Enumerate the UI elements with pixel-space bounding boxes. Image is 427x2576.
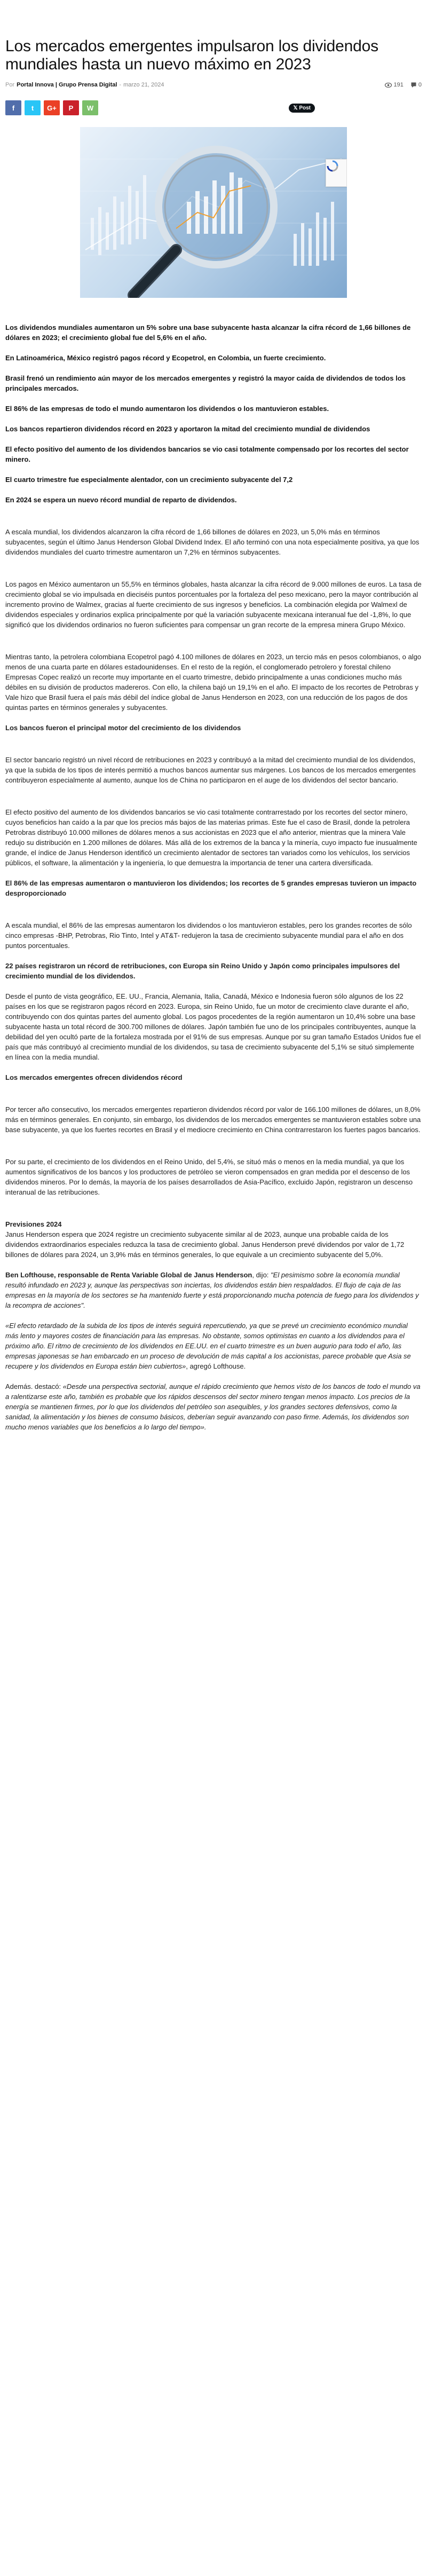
paragraph-5: El efecto positivo del aumento de los dividendos bancarios se vio casi totalmente contrarrestado por los recortes del sector minero, cuyos beneficios han caído a la par que los precios más bajos de las materias primas. Este fue el caso de Brasil, donde la petrolera Petrobras distribuyó 10.000 millones de dólares menos a sus accionistas en 2023 que el año anterior, mientras que la minera Vale redujo su distribución en 1.200 millones de dólares. Más allá de los extremos de la banca y la minería, cuyo impacto fue inusualmente grande, el índice de Janus Henderson identificó un crecimiento alentador de sectores tan variados como los vehículos, los servicios públicos, el software, la alimentación y la ingeniería, lo que demuestra la importancia de tener una cartera diversificada. bbox=[5, 808, 417, 867]
spacer bbox=[5, 567, 422, 579]
highlight-5: Los bancos repartieron dividendos récord en 2023 y aportaron la mitad del crecimiento mundial de dividendos bbox=[5, 425, 370, 433]
paragraph-3: Mientras tanto, la petrolera colombiana Ecopetrol pagó 4.100 millones de dólares en 2023, un tercio más en pesos colombianos, o algo menos de una cuarta parte en dólares estadounidenses. En el resto de la región, el conglomerado petrolero y forestal chileno Empresas Copec realizó un recorte muy importante en el cuarto trimestre, debido principalmente a unas condiciones mucho más débiles en su división de productos madereros. Con ello, la chilena bajó un 19,1% en el año. El impacto de los recortes de Petrobras y Vale hizo que Brasil fuera el país más débil del índice global de Janus Henderson en 2023, con una reducción de los pagos de dos quintas partes en términos generales y subyacentes. bbox=[5, 653, 422, 712]
quote-said: , dijo: bbox=[252, 1271, 269, 1279]
highlight-7: El cuarto trimestre fue especialmente alentador, con un crecimiento subyacente del 7,2 bbox=[5, 476, 293, 484]
article-meta bbox=[5, 80, 422, 90]
comment-icon bbox=[411, 82, 416, 88]
spacer bbox=[5, 515, 422, 527]
paragraph-1: A escala mundial, los dividendos alcanzaron la cifra récord de 1,66 billones de dólares en 2023, un 5,0% más en términos subyacentes, según el último Janus Henderson Global Dividend Index. El año terminó con una nota especialmente positiva, ya que los dividendos mundiales del cuarto trimestre aumentaron un 7,2% en términos subyacentes. bbox=[5, 528, 420, 556]
paragraph-4: El sector bancario registró un nivel récord de retribuciones en 2023 y contribuyó a la mitad del crecimiento mundial de los dividendos, ya que la subida de los tipos de interés permitió a muchos bancos aumentar sus márgenes. Los bancos de los mercados emergentes contribuyeron especialmente al aumento, aunque los de China no participaron en el auge de los dividendos del sector bancario. bbox=[5, 756, 416, 784]
highlight-6: El efecto positivo del aumento de los dividendos bancarios se vio casi totalmente compensado por los recortes del sector minero. bbox=[5, 445, 409, 463]
spacer bbox=[5, 1207, 422, 1219]
article-body bbox=[5, 322, 422, 1432]
publish-date: marzo 21, 2024 bbox=[123, 82, 164, 88]
paragraph-7: Desde el punto de vista geográfico, EE. UU., Francia, Alemania, Italia, Canadá, México e Indonesia fueron sólo algunos de los 22 países en los que se registraron pagos récord en 2023. Europa, sin Reino Unido, fue un motor de crecimiento clave durante el año, contribuyendo con dos quintas partes del aumento global. Los pagos procedentes de la región aumentaron un 10,4% sobre una base subyacente hasta un total récord de 300.700 millones de dólares. Japón también fue uno de los principales contribuyentes, aunque la debilidad del yen ocultó parte de la fortaleza mostrada por el 91% de sus empresas. Aunque por su gran tamaño Estados Unidos fue el país que más contribuyó al crecimiento mundial de los dividendos, su tasa de crecimiento subyacente del 5,1% se situó simplemente en línea con la media mundial. bbox=[5, 992, 421, 1061]
heading-22-countries: 22 países registraron un récord de retribuciones, con Europa sin Reino Unido y Japón como principales impulsores del crecimiento mundial de los dividendos. bbox=[5, 962, 400, 980]
x-post-button[interactable]: 𝕏 Post bbox=[289, 104, 315, 113]
highlight-3: Brasil frenó un rendimiento aún mayor de los mercados emergentes y registró la mayor caída de dividendos de todos los principales mercados. bbox=[5, 374, 406, 392]
paragraph-2: Los pagos en México aumentaron un 55,5% en términos globales, hasta alcanzar la cifra récord de 9.000 millones de euros. La tasa de crecimiento global se vio impulsada en dieciséis puntos porcentuales por la fortaleza del peso mexicano, pero la mayor contribución al incremento provino de Walmex, gracias al fuerte crecimiento de sus ingresos y beneficios. La combinación elegida por Walmexl de dividendos especiales y ordinarios explica principalmente por qué la variación subyacente mexicana interanual fue del -1,8%, lo que significó que los dividendos ordinarios no fueron suficientes para compensar un gran recorte de la empresa minera Grupo México. bbox=[5, 580, 422, 629]
quote-2: «El efecto retardado de la subida de los tipos de interés seguirá repercutiendo, ya que se prevé un crecimiento económico mundial más lento y mayores costes de financiación para las empresas. No obstante, somos optimistas en cuanto a los dividendos para el próximo año. El ritmo de crecimiento de los dividendos en EE.UU. en el cuarto trimestre es un buen augurio para todo el año, las empresas japonesas se han embarcado en un proceso de devolución de más capital a los accionistas, parece probable que Asia se recupere y los dividendos en Europa están bien cubiertos» bbox=[5, 1322, 411, 1370]
paragraph-12 bbox=[5, 1321, 422, 1371]
paragraph-10: Janus Henderson espera que 2024 registre un crecimiento subyacente similar al de 2023, aunque una probable caída de los dividendos extraordinarios especiales reduzca la tasa de crecimiento global. Janus Henderson prevé dividendos por valor de 1,72 billones de dólares para 2024, un 3,9% más en términos generales, lo que equivale a un crecimiento subyacente del 5,0%. bbox=[5, 1230, 405, 1259]
twitter-icon: t bbox=[31, 104, 34, 112]
share-bar bbox=[5, 100, 422, 115]
quote-3-intro: Además. destacó: bbox=[5, 1382, 63, 1390]
quote-1: "El pesimismo sobre la economía mundial resultó infundado en 2023 y, aunque las perspectivas son inciertas, los dividendos están bien respaldados. El flujo de caja de las empresas en la mayoría de los sectores se ha mantenido fuerte y está proporcionando mucha potencia de fuego para los dividendos y la recompra de acciones". bbox=[5, 1271, 419, 1309]
comments-stat[interactable] bbox=[411, 82, 422, 88]
views-count: 191 bbox=[393, 82, 404, 88]
paragraph-6: A escala mundial, el 86% de las empresas aumentaron los dividendos o los mantuvieron estables, pero los grandes recortes de sólo cinco empresas -BHP, Petrobras, Rio Tinto, Intel y AT&T- redujeron la tasa de crecimiento subyacente mundial para el año en dos puntos porcentuales. bbox=[5, 921, 412, 950]
views-stat bbox=[385, 82, 404, 88]
author-link[interactable]: Portal Innova | Grupo Prensa Digital bbox=[17, 82, 117, 88]
highlight-8: En 2024 se espera un nuevo récord mundial de reparto de dividendos. bbox=[5, 496, 237, 504]
hero-image bbox=[80, 127, 347, 298]
quote-3: «Desde una perspectiva sectorial, aunque el rápido crecimiento que hemos visto de los bancos de todo el mundo va a ralentizarse este año, también es probable que los rápidos descensos del sector minero tengan menos impacto. Los precios de la energía se mantienen firmes, por lo que los dividendos del petróleo son asequibles, y los grandes sectores defensivos, como la sanidad, la alimentación y los bienes de consumo básicos, deberían seguir avanzando con paso firme. Además, los dividendos son mucho menos variables que los beneficios a lo largo del tiempo». bbox=[5, 1382, 421, 1431]
twitter-share-button[interactable] bbox=[25, 100, 41, 115]
spacer bbox=[5, 1145, 422, 1157]
whatsapp-share-button[interactable] bbox=[82, 100, 98, 115]
spacer bbox=[5, 795, 422, 807]
facebook-share-button[interactable] bbox=[5, 100, 21, 115]
paragraph-8: Por tercer año consecutivo, los mercados emergentes repartieron dividendos récord por valor de 166.100 millones de dólares, un 8,0% más en términos generales. En conjunto, sin embargo, los dividendos de los mercados emergentes se mantuvieron estables sobre una base subyacente, ya que los fuertes recortes en Brasil y el mediocre crecimiento en China contrarrestaron los fuertes pagos bancarios. bbox=[5, 1105, 421, 1134]
spacer bbox=[5, 743, 422, 755]
highlight-1: Los dividendos mundiales aumentaron un 5% sobre una base subyacente hasta alcanzar la cifra récord de 1,66 billones de dólares en 2023; el crecimiento global fue del 5,6% en el año. bbox=[5, 323, 411, 342]
meta-separator: - bbox=[119, 82, 122, 88]
paragraph-13 bbox=[5, 1381, 422, 1432]
recaptcha-badge[interactable] bbox=[326, 159, 347, 187]
heading-86-percent: El 86% de las empresas aumentaron o mantuvieron los dividendos; los recortes de 5 grandes empresas tuvieron un impacto desproporcionado bbox=[5, 879, 417, 897]
spacer bbox=[5, 1093, 422, 1104]
paragraph-11 bbox=[5, 1270, 422, 1310]
recaptcha-icon bbox=[326, 160, 339, 172]
quote-speaker: Ben Lofthouse, responsable de Renta Variable Global de Janus Henderson bbox=[5, 1271, 252, 1279]
quote-2-attribution: , agregó Lofthouse. bbox=[186, 1362, 246, 1370]
google-plus-icon: G+ bbox=[47, 104, 57, 112]
comments-count: 0 bbox=[418, 82, 422, 88]
paragraph-9: Por su parte, el crecimiento de los dividendos en el Reino Unido, del 5,4%, se situó más o menos en la media mundial, ya que los aumentos significativos de los bancos y los productores de petróleo se vieron compensados en gran medida por el descenso de los dividendos mineros. Por lo demás, la mayoría de los países desarrollados de Asia-Pacífico, excluido Japón, registraron un descenso interanual de las retribuciones. bbox=[5, 1158, 413, 1196]
article-title: Los mercados emergentes impulsaron los dividendos mundiales hasta un nuevo máximo en 2023 bbox=[5, 37, 378, 73]
by-label: Por bbox=[5, 82, 15, 88]
heading-forecast-2024: Previsiones 2024 bbox=[5, 1220, 62, 1228]
highlight-4: El 86% de las empresas de todo el mundo aumentaron los dividendos o los mantuvieron estables. bbox=[5, 405, 329, 413]
eye-icon bbox=[385, 83, 392, 88]
heading-banks: Los bancos fueron el principal motor del crecimiento de los dividendos bbox=[5, 724, 241, 732]
google-plus-share-button[interactable] bbox=[44, 100, 60, 115]
spacer bbox=[5, 640, 422, 652]
magnifier-chart-illustration bbox=[80, 127, 347, 298]
facebook-icon: f bbox=[12, 104, 15, 112]
pinterest-share-button[interactable] bbox=[63, 100, 79, 115]
whatsapp-icon: W bbox=[86, 104, 94, 112]
highlight-2: En Latinoamérica, México registró pagos récord y Ecopetrol, en Colombia, un fuerte crecimiento. bbox=[5, 354, 326, 362]
spacer bbox=[5, 908, 422, 920]
heading-emerging-record: Los mercados emergentes ofrecen dividendos récord bbox=[5, 1073, 183, 1081]
pinterest-icon: P bbox=[68, 104, 74, 112]
article-stats bbox=[385, 82, 422, 88]
